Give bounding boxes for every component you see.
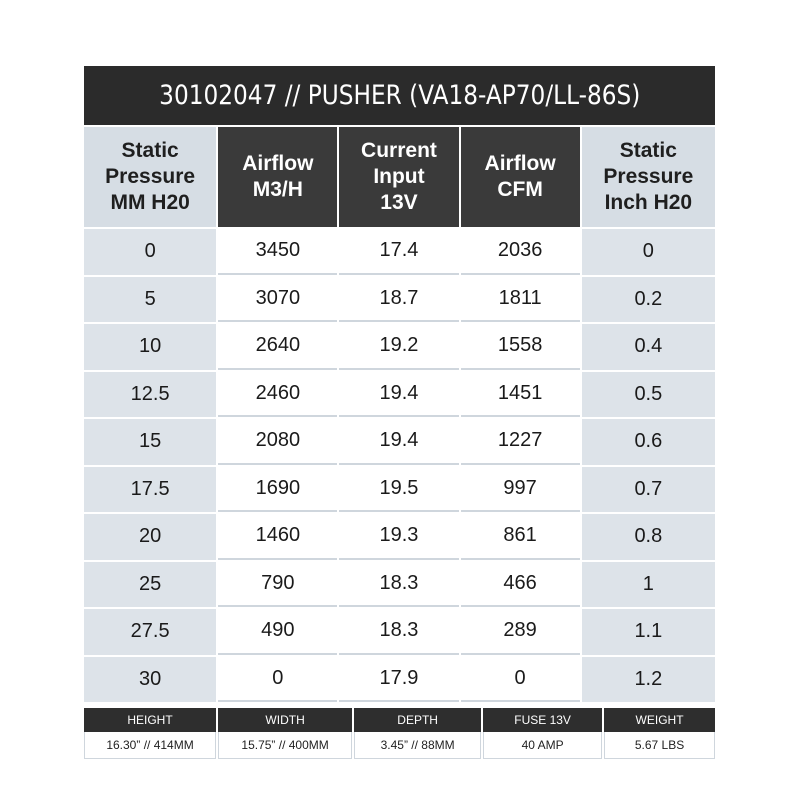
cell-current-input: 19.3 <box>339 514 458 560</box>
cell-current-input: 19.2 <box>339 324 458 370</box>
cell-current-input: 18.3 <box>339 562 458 608</box>
cell-current-input: 18.7 <box>339 277 458 323</box>
cell-airflow-m3h: 2460 <box>218 372 337 418</box>
cell-airflow-m3h: 1460 <box>218 514 337 560</box>
cell-static-pressure-inch: 0 <box>582 229 715 275</box>
cell-airflow-m3h: 0 <box>218 657 337 703</box>
table-row <box>84 419 715 465</box>
spec-sheet <box>84 66 715 759</box>
cell-current-input: 17.4 <box>339 229 458 275</box>
cell-static-pressure-mm: 10 <box>84 324 216 370</box>
cell-airflow-cfm: 2036 <box>461 229 580 275</box>
table-row <box>84 657 715 703</box>
header-airflow-cfm: Airflow CFM <box>461 127 580 227</box>
cell-airflow-cfm: 997 <box>461 467 580 513</box>
cell-static-pressure-inch: 0.6 <box>582 419 715 465</box>
table-row <box>84 562 715 608</box>
cell-static-pressure-inch: 0.4 <box>582 324 715 370</box>
cell-airflow-m3h: 3450 <box>218 229 337 275</box>
table-row <box>84 467 715 513</box>
performance-table-body <box>84 229 715 702</box>
table-row <box>84 372 715 418</box>
spec-value-depth: 3.45” // 88MM <box>354 732 481 759</box>
cell-static-pressure-inch: 0.7 <box>582 467 715 513</box>
cell-static-pressure-mm: 17.5 <box>84 467 216 513</box>
spec-value-height: 16.30” // 414MM <box>84 732 216 759</box>
spec-label-fuse: FUSE 13V <box>483 708 602 732</box>
table-row <box>84 514 715 560</box>
cell-static-pressure-mm: 30 <box>84 657 216 703</box>
spec-label-weight: WEIGHT <box>604 708 715 732</box>
performance-table <box>82 125 717 704</box>
cell-current-input: 19.5 <box>339 467 458 513</box>
cell-static-pressure-inch: 0.8 <box>582 514 715 560</box>
table-row <box>84 609 715 655</box>
cell-airflow-m3h: 2640 <box>218 324 337 370</box>
spec-value-fuse: 40 AMP <box>483 732 602 759</box>
spec-label-width: WIDTH <box>218 708 352 732</box>
spec-label-height: HEIGHT <box>84 708 216 732</box>
cell-airflow-cfm: 861 <box>461 514 580 560</box>
cell-static-pressure-inch: 0.2 <box>582 277 715 323</box>
header-static-pressure-mm: Static Pressure MM H20 <box>84 127 216 227</box>
header-airflow-m3h: Airflow M3/H <box>218 127 337 227</box>
cell-static-pressure-mm: 5 <box>84 277 216 323</box>
spec-label-depth: DEPTH <box>354 708 481 732</box>
cell-airflow-cfm: 289 <box>461 609 580 655</box>
table-row <box>84 324 715 370</box>
title-bar <box>84 66 715 125</box>
dimensions-header-row <box>84 708 715 732</box>
cell-airflow-m3h: 2080 <box>218 419 337 465</box>
page-title: 30102047 // PUSHER (VA18-AP70/LL-86S) <box>158 80 641 111</box>
cell-current-input: 19.4 <box>339 372 458 418</box>
header-static-pressure-inch: Static Pressure Inch H20 <box>582 127 715 227</box>
table-row <box>84 229 715 275</box>
cell-static-pressure-inch: 1.2 <box>582 657 715 703</box>
cell-current-input: 17.9 <box>339 657 458 703</box>
cell-airflow-cfm: 1451 <box>461 372 580 418</box>
cell-airflow-m3h: 3070 <box>218 277 337 323</box>
cell-airflow-cfm: 1227 <box>461 419 580 465</box>
cell-current-input: 18.3 <box>339 609 458 655</box>
cell-airflow-cfm: 0 <box>461 657 580 703</box>
cell-airflow-cfm: 1558 <box>461 324 580 370</box>
cell-airflow-m3h: 490 <box>218 609 337 655</box>
spec-value-weight: 5.67 LBS <box>604 732 715 759</box>
dimensions-table <box>82 708 717 759</box>
cell-airflow-m3h: 1690 <box>218 467 337 513</box>
cell-static-pressure-mm: 27.5 <box>84 609 216 655</box>
cell-static-pressure-mm: 12.5 <box>84 372 216 418</box>
cell-static-pressure-mm: 0 <box>84 229 216 275</box>
table-row <box>84 277 715 323</box>
cell-airflow-m3h: 790 <box>218 562 337 608</box>
cell-current-input: 19.4 <box>339 419 458 465</box>
dimensions-value-row <box>84 732 715 759</box>
spec-value-width: 15.75” // 400MM <box>218 732 352 759</box>
header-row <box>84 127 715 227</box>
cell-static-pressure-inch: 1.1 <box>582 609 715 655</box>
cell-static-pressure-inch: 0.5 <box>582 372 715 418</box>
cell-airflow-cfm: 466 <box>461 562 580 608</box>
cell-static-pressure-mm: 15 <box>84 419 216 465</box>
cell-static-pressure-inch: 1 <box>582 562 715 608</box>
cell-static-pressure-mm: 20 <box>84 514 216 560</box>
header-current-input: Current Input 13V <box>339 127 458 227</box>
cell-airflow-cfm: 1811 <box>461 277 580 323</box>
cell-static-pressure-mm: 25 <box>84 562 216 608</box>
